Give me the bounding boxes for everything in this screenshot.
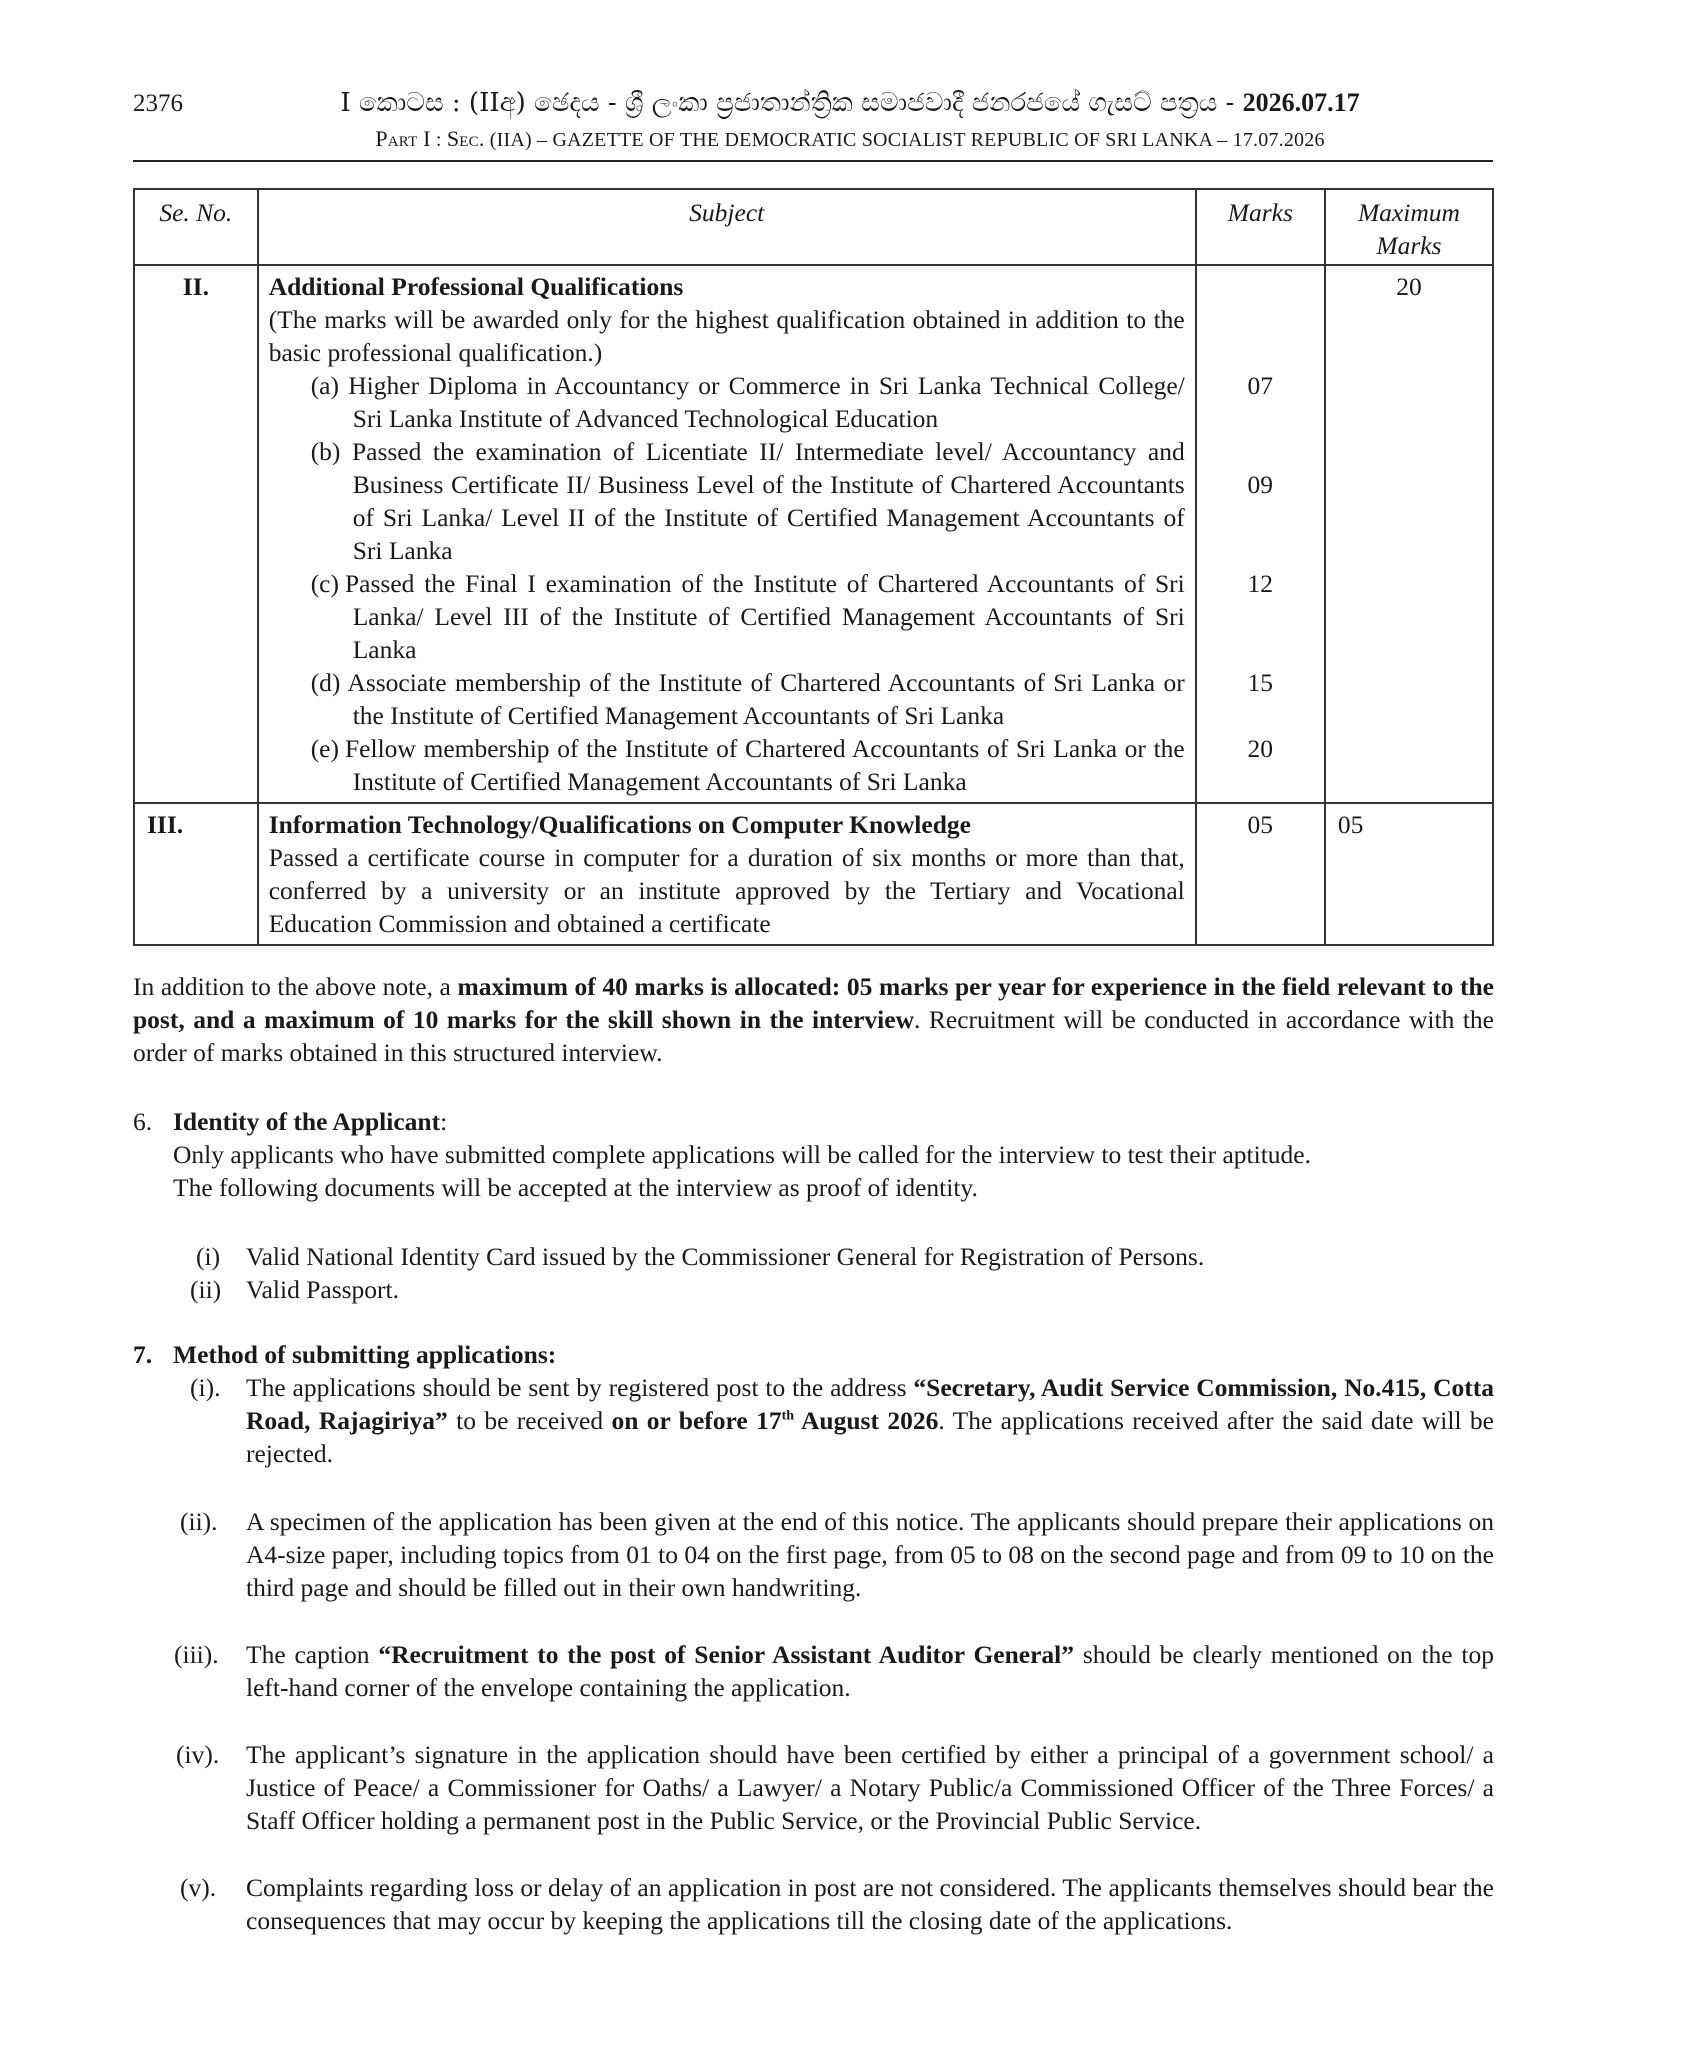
section-7-heading: 7. Method of submitting applications: (133, 1340, 557, 1369)
table-header-row (134, 189, 1493, 265)
list-item: Valid National Identity Card issued by the Commissioner General for Registration of Persons. (246, 1242, 1205, 1271)
row-subject (258, 803, 1196, 945)
header-subject: Subject (258, 189, 1196, 265)
sinhala-header (0, 88, 1700, 119)
section-6-heading: 6. Identity of the Applicant: (133, 1107, 448, 1136)
english-header (0, 126, 1700, 152)
page-number: 2376 (133, 90, 183, 117)
marks-value: 09 (1247, 470, 1274, 499)
list-item: (d) Associate membership of the Institute of Chartered Accountants of Sri Lanka or the Institute of Certified Management Accountants of Sri Lanka (310, 668, 1185, 730)
list-label: (i) (196, 1242, 221, 1271)
marks-note-paragraph: In addition to the above note, a maximum of 40 marks is allocated: 05 marks per year for experience in the field relevant to the post, and a maximum of 10 marks for the skill shown in the interview. Recruitment will be conducted in accordance with the order of marks obtained in this structured interview. (133, 972, 1495, 1067)
marks-value: 15 (1247, 668, 1274, 697)
row-title: Information Technology/Qualifications on Computer Knowledge (268, 810, 971, 839)
english-sep: : (430, 129, 447, 151)
row-note: (The marks will be awarded only for the highest qualification obtained in addition to the basic professional qualification.) (268, 305, 1185, 367)
header-max-marks: Maximum Marks (1325, 189, 1493, 265)
english-part: Part I (375, 126, 431, 151)
list-label: (ii) (190, 1275, 222, 1304)
marks-table (133, 188, 1494, 946)
row-title: Additional Professional Qualifications (268, 272, 684, 301)
row-marks: 05 (1196, 803, 1325, 945)
section-7-item-iii: (iii). The caption “Recruitment to the post of Senior Assistant Auditor General” should be clearly mentioned on the top left-hand corner of the envelope containing the application. (174, 1640, 1495, 1702)
section-6-line-2: The following documents will be accepted at the interview as proof of identity. (173, 1173, 978, 1202)
section-7-item-v: (v). Complaints regarding loss or delay of an application in post are not considered. The applicants themselves should bear the consequences that may occur by keeping the applications till the closing date of the applications. (180, 1873, 1494, 1935)
section-6 (133, 1105, 1494, 1204)
header-marks: Marks (1196, 189, 1325, 265)
row-marks-column (1196, 265, 1325, 803)
english-sec: Sec. (446, 126, 485, 151)
sinhala-title: I කොටස : (IIඅ) ඡෙදය - ශ්‍රී ලංකා ප්‍රජාතාන්ත්‍රික සමාජවාදී ජනරජයේ ගැසට් පත්‍රය - (340, 88, 1243, 118)
sinhala-date: 2026.07.17 (1242, 88, 1360, 117)
row-max-marks: 20 (1325, 265, 1493, 803)
marks-value: 07 (1247, 371, 1274, 400)
header-rule (133, 160, 1493, 162)
row-se-no: II. (134, 265, 258, 803)
table-row-additional-qualifications (134, 265, 1493, 803)
marks-value: 12 (1247, 569, 1274, 598)
list-item: Valid Passport. (246, 1275, 399, 1304)
row-max-marks: 05 (1325, 803, 1493, 945)
list-item: (c) Passed the Final I examination of the Institute of Chartered Accountants of Sri Lanka/ Level III of the Institute of Certified Management Accountants of Sri Lanka (310, 569, 1185, 664)
list-item: (e) Fellow membership of the Institute of Chartered Accountants of Sri Lanka or the Institute of Certified Management Accountants of Sri Lanka (310, 734, 1185, 796)
section-7-item-i: (i). The applications should be sent by registered post to the address “Secretary, Audit Service Commission, No.415, Cotta Road, Rajagiriya” to be received on or before 17th August 2026. The applications received after the said date will be rejected. (190, 1373, 1494, 1468)
marks-value: 20 (1247, 734, 1274, 763)
header-se-no: Se. No. (134, 189, 258, 265)
section-6-line-1: Only applicants who have submitted complete applications will be called for the interview to test their aptitude. (173, 1140, 1311, 1169)
row-subject (258, 265, 1196, 803)
section-7-item-iv: (iv). The applicant’s signature in the application should have been certified by either a principal of a government school/ a Justice of Peace/ a Commissioner for Oaths/ a Lawyer/ a Notary Public/a Commissioned Officer of the Three Forces/ a Staff Officer holding a permanent post in the Public Service, or the Provincial Public Service. (176, 1740, 1494, 1835)
section-7-item-ii: (ii). A specimen of the application has been given at the end of this notice. The applicants should prepare their applications on A4-size paper, including topics from 01 to 04 on the first page, from 05 to 08 on the second page and from 09 to 10 on the third page and should be filled out in their own handwriting. (180, 1507, 1494, 1602)
row-text: Passed a certificate course in computer for a duration of six months or more than that, conferred by a university or an institute approved by the Tertiary and Vocational Education Commission and obtained a certificate (268, 843, 1185, 938)
english-rest: (IIA) – GAZETTE OF THE DEMOCRATIC SOCIALIST REPUBLIC OF SRI LANKA – 17.07.2026 (484, 129, 1325, 151)
list-item: (b) Passed the examination of Licentiate II/ Intermediate level/ Accountancy and Business Certificate II/ Business Level of the Institute of Chartered Accountants of Sri Lanka/ Level II of the Institute of Certified Management Accountants of Sri Lanka (310, 437, 1185, 565)
table-row-information-technology (134, 803, 1493, 945)
list-item: (a) Higher Diploma in Accountancy or Commerce in Sri Lanka Technical College/ Sri Lanka Institute of Advanced Technological Education (310, 371, 1185, 433)
row-se-no: III. (134, 803, 258, 945)
